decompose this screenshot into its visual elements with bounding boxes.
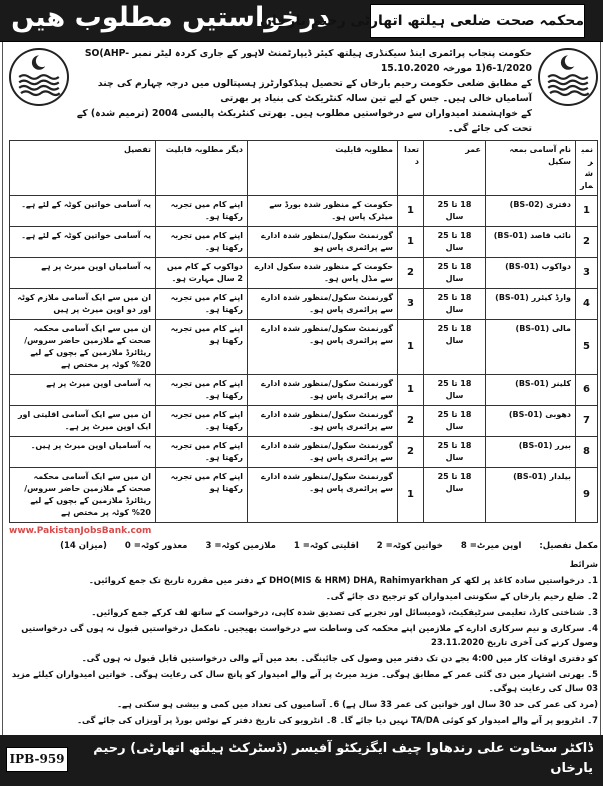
cell-count: 2 [398, 437, 424, 468]
summary-item: اقلیتی کوٹہ= 1 [293, 541, 359, 551]
summary-item: اوپن میرٹ= 8 [460, 541, 522, 551]
cell-count: 2 [398, 406, 424, 437]
cell-other-qualification: اپنے کام میں تجربہ رکھتا ہو۔ [156, 437, 248, 468]
table-row [10, 289, 598, 320]
cell-post: بیرر (BS-01) [486, 437, 576, 468]
cell-qualification: گورنمنٹ سکول/منظور شدہ ادارے سے پرائمری پاس ہو۔ [248, 289, 398, 320]
cell-serial: 2 [576, 227, 598, 258]
term-item: 5۔ بھرتی اشتہار میں دی گئی عمر کے مطابق ہوگی۔ مزید میرٹ پر آنے والے امیدوار کو پانچ سال کی رعایت ہوگی۔ خواتین امیدواران کیلئے مزید 03 سال کی رعایت ہوگی۔ [11, 669, 598, 693]
cell-serial: 1 [576, 196, 598, 227]
cell-qualification: حکومت کے منظور شدہ بورڈ سے میٹرک پاس ہو۔ [248, 196, 398, 227]
cell-details: یہ آسامی خواتین کوٹہ کے لئے ہے۔ [10, 196, 156, 227]
vacancies-table [9, 140, 598, 523]
cell-serial: 6 [576, 375, 598, 406]
intro-line: حکومت پنجاب پرائمری اینڈ سیکنڈری ہیلتھ کیئر ڈیپارٹمنٹ لاہور کے جاری کردہ لیٹر نمبر SO(AHP-1)6-1/2020 مورخہ 15.10.2020 [84, 48, 532, 74]
cell-details: ان میں سے ایک آسامی اقلیتی اور ایک اوپن میرٹ پر ہے۔ [10, 406, 156, 437]
department-name: محکمہ صحت ضلعی ہیلتھ اتھارٹی رحیم یارخاں [370, 4, 585, 38]
cell-other-qualification: اپنے کام میں تجربہ رکھتا ہو۔ [156, 406, 248, 437]
table-row [10, 227, 598, 258]
table-row [10, 406, 598, 437]
column-header: نمبر شمار [576, 141, 598, 196]
cell-other-qualification: اپنے کام میں تجربہ رکھتا ہو [156, 468, 248, 523]
cell-post: وارڈ کیئرر (BS-01) [486, 289, 576, 320]
cell-post: نائب قاصد (BS-01) [486, 227, 576, 258]
term-item: 2۔ ضلع رحیم یارخاں کے سکونتی امیدواران کو ترجیح دی جائے گی۔ [325, 591, 598, 601]
cell-post: دھوبی (BS-01) [486, 406, 576, 437]
punjab-govt-logo-left [9, 48, 69, 106]
cell-other-qualification: اپنے کام میں تجربہ رکھتا ہو [156, 320, 248, 375]
summary-item: (میزان 14) [60, 541, 107, 551]
signatory: ڈاکٹر سخاوت علی رندھاوا چیف ایگزیکٹو آفیسر (ڈسٹرکٹ ہیلتھ اتھارٹی) رحیم یارخاں [93, 741, 593, 776]
cell-other-qualification: دواکوب کے کام میں 2 سال مہارت ہو۔ [156, 258, 248, 289]
cell-age: 18 تا 25 سال [424, 258, 486, 289]
header-band [0, 0, 603, 42]
term-item: کو دفتری اوقات کار میں 4:00 بجے دن تک دفتر میں وصول کی جائینگی۔ بعد میں آنے والی درخواستیں قابل قبول نہ ہوں گی۔ [81, 653, 598, 663]
watermark: www.PakistanJobsBank.com [9, 526, 152, 536]
table-row [10, 258, 598, 289]
cell-other-qualification: اپنے کام میں تجربہ رکھتا ہو۔ [156, 227, 248, 258]
cell-other-qualification: اپنے کام میں تجربہ رکھتا ہو۔ [156, 289, 248, 320]
cell-age: 18 تا 25 سال [424, 289, 486, 320]
headline: درخواستیں مطلوب ھیں [11, 2, 330, 33]
cell-count: 1 [398, 375, 424, 406]
cell-count: 1 [398, 227, 424, 258]
cell-details: یہ آسامیاں اوپن میرٹ پر ہے [10, 258, 156, 289]
column-header: عمر [424, 141, 486, 196]
table-row [10, 196, 598, 227]
cell-details: یہ آسامی خواتین کوٹہ کے لئے ہے۔ [10, 227, 156, 258]
cell-serial: 7 [576, 406, 598, 437]
intro-line: کے خواہشمند امیدواران سے درخواستیں مطلوب ہیں۔ بھرتی کنٹریکٹ پالیسی 2004 (ترمیم شدہ) کے تحت کی جائے گی۔ [76, 108, 532, 134]
cell-qualification: حکومت کے منظور شدہ سکول ادارے سے مڈل پاس ہو۔ [248, 258, 398, 289]
cell-details: ان میں سے ایک آسامی ملازم کوٹہ اور دو اوپن میرٹ پر ہیں [10, 289, 156, 320]
summary-item: معذور کوٹہ= 0 [124, 541, 188, 551]
ad-frame [2, 42, 601, 735]
cell-age: 18 تا 25 سال [424, 320, 486, 375]
cell-serial: 3 [576, 258, 598, 289]
column-header: مطلوبہ قابلیت [248, 141, 398, 196]
column-header: تفصیل [10, 141, 156, 196]
cell-age: 18 تا 25 سال [424, 196, 486, 227]
terms-section [9, 557, 598, 727]
column-header: دیگر مطلوبہ قابلیت [156, 141, 248, 196]
term-item: (مرد کی عمر کی حد 30 سال اور خواتین کی عمر 33 سال ہے) 6۔ آسامیوں کی تعداد میں کمی و بیشی ہو سکتی ہے۔ [117, 699, 598, 709]
intro-paragraph [75, 46, 532, 136]
column-header: نام آسامی بمعہ سکیل [486, 141, 576, 196]
cell-age: 18 تا 25 سال [424, 227, 486, 258]
footer-band [0, 735, 603, 786]
cell-qualification: گورنمنٹ سکول/منظور شدہ ادارے سے پرائمری پاس ہو [248, 227, 398, 258]
cell-qualification: گورنمنٹ سکول/منظور شدہ ادارے سے پرائمری پاس ہو۔ [248, 320, 398, 375]
cell-age: 18 تا 25 سال [424, 437, 486, 468]
cell-age: 18 تا 25 سال [424, 406, 486, 437]
cell-count: 3 [398, 289, 424, 320]
cell-post: دفتری (BS-02) [486, 196, 576, 227]
cell-age: 18 تا 25 سال [424, 468, 486, 523]
cell-other-qualification: اپنے کام میں تجربہ رکھتا ہو۔ [156, 196, 248, 227]
cell-details: یہ آسامیاں اوپن میرٹ پر ہیں۔ [10, 437, 156, 468]
cell-qualification: گورنمنٹ سکول/منظور شدہ ادارے سے پرائمری پاس ہو۔ [248, 406, 398, 437]
table-row [10, 468, 598, 523]
cell-details: ان میں سے ایک آسامی محکمہ صحت کے ملازمین حاضر سروس/ریٹائرڈ ملازمین کے بچوں کے لیے 20% کوٹہ پر مختص ہے [10, 320, 156, 375]
cell-qualification: گورنمنٹ سکول/منظور شدہ ادارے سے پرائمری پاس ہو۔ [248, 375, 398, 406]
intro-line: کے مطابق ضلعی حکومت رحیم یارخاں کے تحصیل ہیڈکوارٹرز ہسپتالوں میں درجہ چہارم کی چند آسامیاں خالی ہیں۔ جس کے لیے تین سالہ کنٹریکٹ کی بنیاد پر بھرتی [97, 78, 532, 104]
ad-reference: IPB-959 [6, 747, 68, 772]
table-row [10, 375, 598, 406]
column-header: تعداد [398, 141, 424, 196]
terms-heading: شرائط [569, 559, 598, 569]
cell-serial: 5 [576, 320, 598, 375]
cell-count: 1 [398, 196, 424, 227]
cell-other-qualification: اپنے کام میں تجربہ رکھتا ہو۔ [156, 375, 248, 406]
term-item: 7۔ انٹرویو پر آنے والے امیدوار کو کوئی TA/DA نہیں دیا جائے گا۔ 8۔ انٹرویو کی تاریخ دفتر کے نوٹس بورڈ پر آویزاں کی جائے گی۔ [77, 715, 598, 725]
total-summary [9, 540, 598, 553]
cell-serial: 8 [576, 437, 598, 468]
table-header-row [10, 141, 598, 196]
term-item: 1۔ درخواستیں سادہ کاغذ پر لکھ کر DHO(MIS & HRM) DHA, Rahimyarkhan کے دفتر میں مقررہ تاریخ تک جمع کروائیں۔ [88, 575, 598, 585]
cell-serial: 9 [576, 468, 598, 523]
cell-count: 1 [398, 320, 424, 375]
table-row [10, 320, 598, 375]
summary-item: خواتین کوٹہ= 2 [376, 541, 443, 551]
cell-qualification: گورنمنٹ سکول/منظور شدہ ادارے سے پرائمری پاس ہو۔ [248, 468, 398, 523]
cell-count: 2 [398, 258, 424, 289]
cell-details: یہ آسامی اوپن میرٹ پر ہے [10, 375, 156, 406]
term-item: 3۔ شناختی کارڈ، تعلیمی سرٹیفکیٹ، ڈومیسائل اور تجربے کی تصدیق شدہ کاپی، درخواست کے ساتھ لف کرکے جمع کروائیں۔ [91, 607, 598, 617]
cell-count: 1 [398, 468, 424, 523]
cell-post: مالی (BS-01) [486, 320, 576, 375]
cell-post: کلینر (BS-01) [486, 375, 576, 406]
table-row [10, 437, 598, 468]
cell-serial: 4 [576, 289, 598, 320]
punjab-govt-logo-right [538, 48, 598, 106]
cell-details: ان میں سے ایک آسامی محکمہ صحت کے ملازمین حاضر سروس/ریٹائرڈ ملازمین کے بچوں کے لیے 20% کوٹہ پر مختص ہے [10, 468, 156, 523]
cell-post: بیلدار (BS-01) [486, 468, 576, 523]
summary-item: ملازمین کوٹہ= 3 [205, 541, 276, 551]
cell-qualification: گورنمنٹ سکول/منظور شدہ ادارے سے پرائمری پاس ہو۔ [248, 437, 398, 468]
summary-label: مکمل تفصیل: [539, 541, 598, 551]
term-item: 4۔ سرکاری و نیم سرکاری ادارے کے ملازمین اپنے محکمہ کی وساطت سے درخواست بھیجیں۔ نامکمل درخواستیں قبول نہ ہوں گی درخواستیں وصول کرنے کی آخری تاریخ 23.11.2020 [21, 623, 598, 647]
cell-post: دواکوب (BS-01) [486, 258, 576, 289]
intro-row [9, 46, 598, 136]
cell-age: 18 تا 25 سال [424, 375, 486, 406]
